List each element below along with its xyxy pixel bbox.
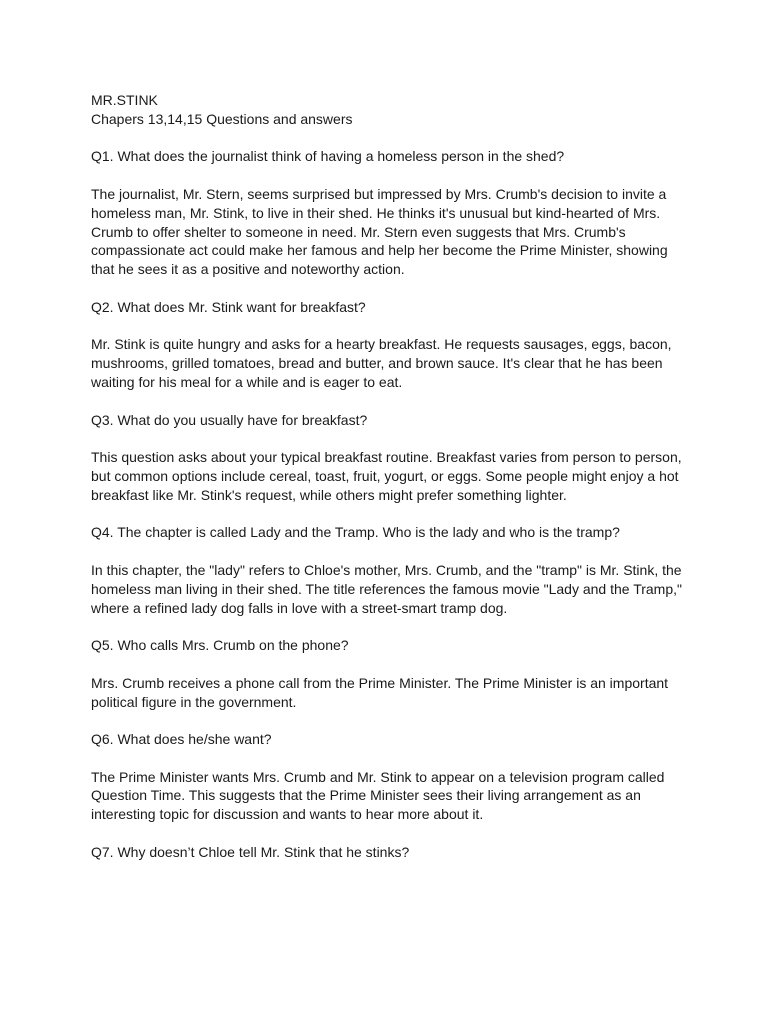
answer-line: The journalist, Mr. Stern, seems surprised but impressed by Mrs. Crumb's decision to invite a — [91, 185, 667, 202]
spacer — [91, 129, 691, 148]
spacer — [91, 317, 691, 336]
question-5: Q5. Who calls Mrs. Crumb on the phone? — [91, 637, 349, 654]
spacer — [91, 279, 691, 298]
answer-line: where a refined lady dog falls in love with a street-smart tramp dog. — [91, 599, 508, 616]
answer-line: homeless man, Mr. Stink, to live in their shed. He thinks it's unusual but kind-hearted of Mrs. — [91, 204, 661, 221]
document-title: MR.STINK — [91, 92, 158, 108]
answer-4 — [91, 561, 691, 617]
answer-line: Mrs. Crumb receives a phone call from the Prime Minister. The Prime Minister is an important — [91, 674, 669, 691]
spacer — [91, 505, 691, 524]
answer-line: homeless man living in their shed. The title references the famous movie "Lady and the Tramp," — [91, 580, 682, 597]
answer-line: breakfast like Mr. Stink's request, while others might prefer something lighter. — [91, 486, 567, 503]
question-1: Q1. What does the journalist think of having a homeless person in the shed? — [91, 148, 565, 165]
answer-line: compassionate act could make her famous and help her become the Prime Minister, showing — [91, 242, 668, 259]
answer-line: Mr. Stink is quite hungry and asks for a hearty breakfast. He requests sausages, eggs, bacon, — [91, 336, 672, 353]
answer-line: Question Time. This suggests that the Prime Minister sees their living arrangement as an — [91, 787, 641, 804]
answer-line: interesting topic for discussion and wants to hear more about it. — [91, 806, 484, 823]
answer-5 — [91, 674, 691, 712]
answer-3 — [91, 448, 691, 504]
spacer — [91, 655, 691, 674]
document-subtitle: Chapers 13,14,15 Questions and answers — [91, 110, 353, 127]
question-2: Q2. What does Mr. Stink want for breakfast? — [91, 298, 366, 315]
answer-line: but common options include cereal, toast, fruit, yogurt, or eggs. Some people might enjoy a hot — [91, 467, 679, 484]
question-3: Q3. What do you usually have for breakfast? — [91, 411, 368, 428]
answer-6 — [91, 768, 691, 824]
answer-1 — [91, 185, 691, 279]
answer-line: This question asks about your typical breakfast routine. Breakfast varies from person to person, — [91, 449, 682, 466]
question-6: Q6. What does he/she want? — [91, 731, 272, 748]
answer-line: political figure in the government. — [91, 693, 297, 710]
question-7: Q7. Why doesn’t Chloe tell Mr. Stink that he stinks? — [91, 843, 410, 860]
spacer — [91, 429, 691, 448]
answer-line: The Prime Minister wants Mrs. Crumb and Mr. Stink to appear on a television program called — [91, 768, 665, 785]
answer-line: In this chapter, the "lady" refers to Chloe's mother, Mrs. Crumb, and the "tramp" is Mr. Stink, the — [91, 561, 682, 578]
answer-line: Crumb to offer shelter to someone in need. Mr. Stern even suggests that Mrs. Crumb's — [91, 223, 626, 240]
answer-line: waiting for his meal for a while and is eager to eat. — [91, 373, 403, 390]
spacer — [91, 617, 691, 636]
answer-2 — [91, 335, 691, 391]
spacer — [91, 392, 691, 411]
spacer — [91, 824, 691, 843]
spacer — [91, 711, 691, 730]
answer-line: mushrooms, grilled tomatoes, bread and butter, and brown sauce. It's clear that he has been — [91, 355, 663, 372]
spacer — [91, 749, 691, 768]
spacer — [91, 166, 691, 185]
spacer — [91, 542, 691, 561]
question-4: Q4. The chapter is called Lady and the Tramp. Who is the lady and who is the tramp? — [91, 524, 620, 541]
answer-line: that he sees it as a positive and noteworthy action. — [91, 261, 405, 278]
document-page — [91, 91, 691, 862]
